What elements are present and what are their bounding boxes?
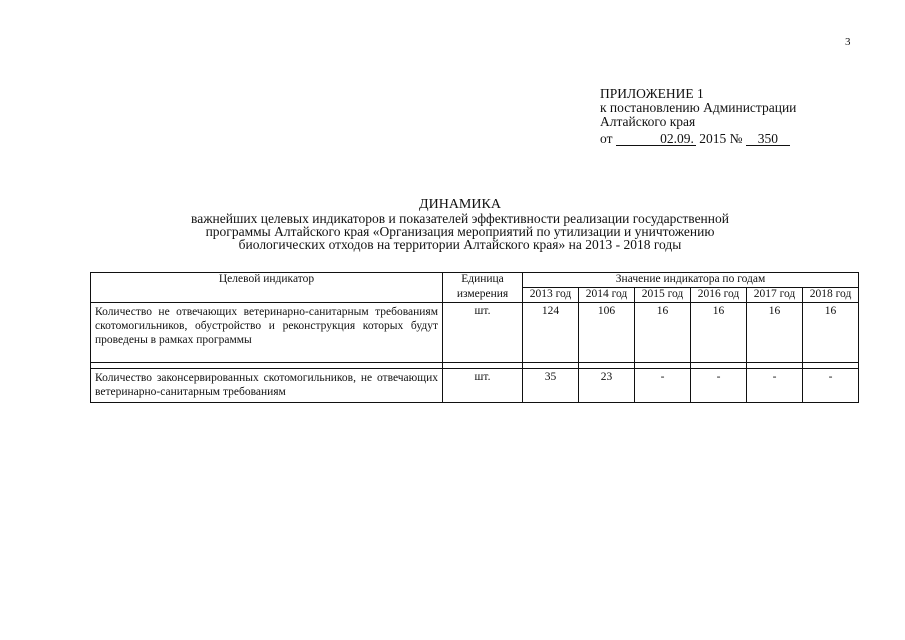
table-row <box>91 369 859 403</box>
value-cell: 16 <box>747 303 803 363</box>
number-sign: № <box>729 131 743 146</box>
header-year: 2014 год <box>579 288 635 303</box>
header-year: 2018 год <box>803 288 859 303</box>
document-number: 350 <box>746 132 790 146</box>
date-prefix: от <box>600 131 613 146</box>
header-year: 2015 год <box>635 288 691 303</box>
appendix-date-line <box>600 132 796 146</box>
title-line-1: важнейших целевых индикаторов и показателей эффективности реализации государственной <box>191 211 729 226</box>
header-values-group: Значение индикатора по годам <box>523 273 859 288</box>
table-row <box>91 303 859 363</box>
page-number: 3 <box>845 36 851 48</box>
indicator-cell: Количество законсервированных скотомогильников, не отвечающих ветеринарно-санитарным требованиям <box>91 369 443 403</box>
value-cell: - <box>803 369 859 403</box>
value-cell: - <box>747 369 803 403</box>
title-line-2: программы Алтайского края «Организация мероприятий по утилизации и уничтожению <box>205 224 715 239</box>
value-cell: 124 <box>523 303 579 363</box>
document-title <box>140 198 780 251</box>
header-year: 2013 год <box>523 288 579 303</box>
value-cell: - <box>635 369 691 403</box>
value-cell: 23 <box>579 369 635 403</box>
title-line-3: биологических отходов на территории Алтайского края» на 2013 - 2018 годы <box>238 237 682 252</box>
appendix-line-2: Алтайского края <box>600 114 696 129</box>
indicator-cell: Количество не отвечающих ветеринарно-санитарным требованиям скотомогильников, обустройство и реконструкция которых будут проведены в рамках программы <box>91 303 443 363</box>
header-year: 2017 год <box>747 288 803 303</box>
unit-cell: шт. <box>443 369 523 403</box>
header-indicator: Целевой индикатор <box>91 273 443 303</box>
unit-cell: шт. <box>443 303 523 363</box>
header-year: 2016 год <box>691 288 747 303</box>
header-unit-line-2: измерения <box>443 288 523 303</box>
date-value: 02.09. <box>616 132 696 146</box>
header-unit-line-1: Единица <box>443 273 523 288</box>
title-heading: ДИНАМИКА <box>419 197 501 212</box>
value-cell: 106 <box>579 303 635 363</box>
appendix-line-1: к постановлению Администрации <box>600 100 797 115</box>
value-cell: 16 <box>691 303 747 363</box>
value-cell: - <box>691 369 747 403</box>
value-cell: 16 <box>803 303 859 363</box>
appendix-block <box>600 87 796 146</box>
appendix-title: ПРИЛОЖЕНИЕ 1 <box>600 86 704 101</box>
value-cell: 16 <box>635 303 691 363</box>
date-year: 2015 <box>699 131 727 146</box>
value-cell: 35 <box>523 369 579 403</box>
indicators-table <box>90 272 859 403</box>
